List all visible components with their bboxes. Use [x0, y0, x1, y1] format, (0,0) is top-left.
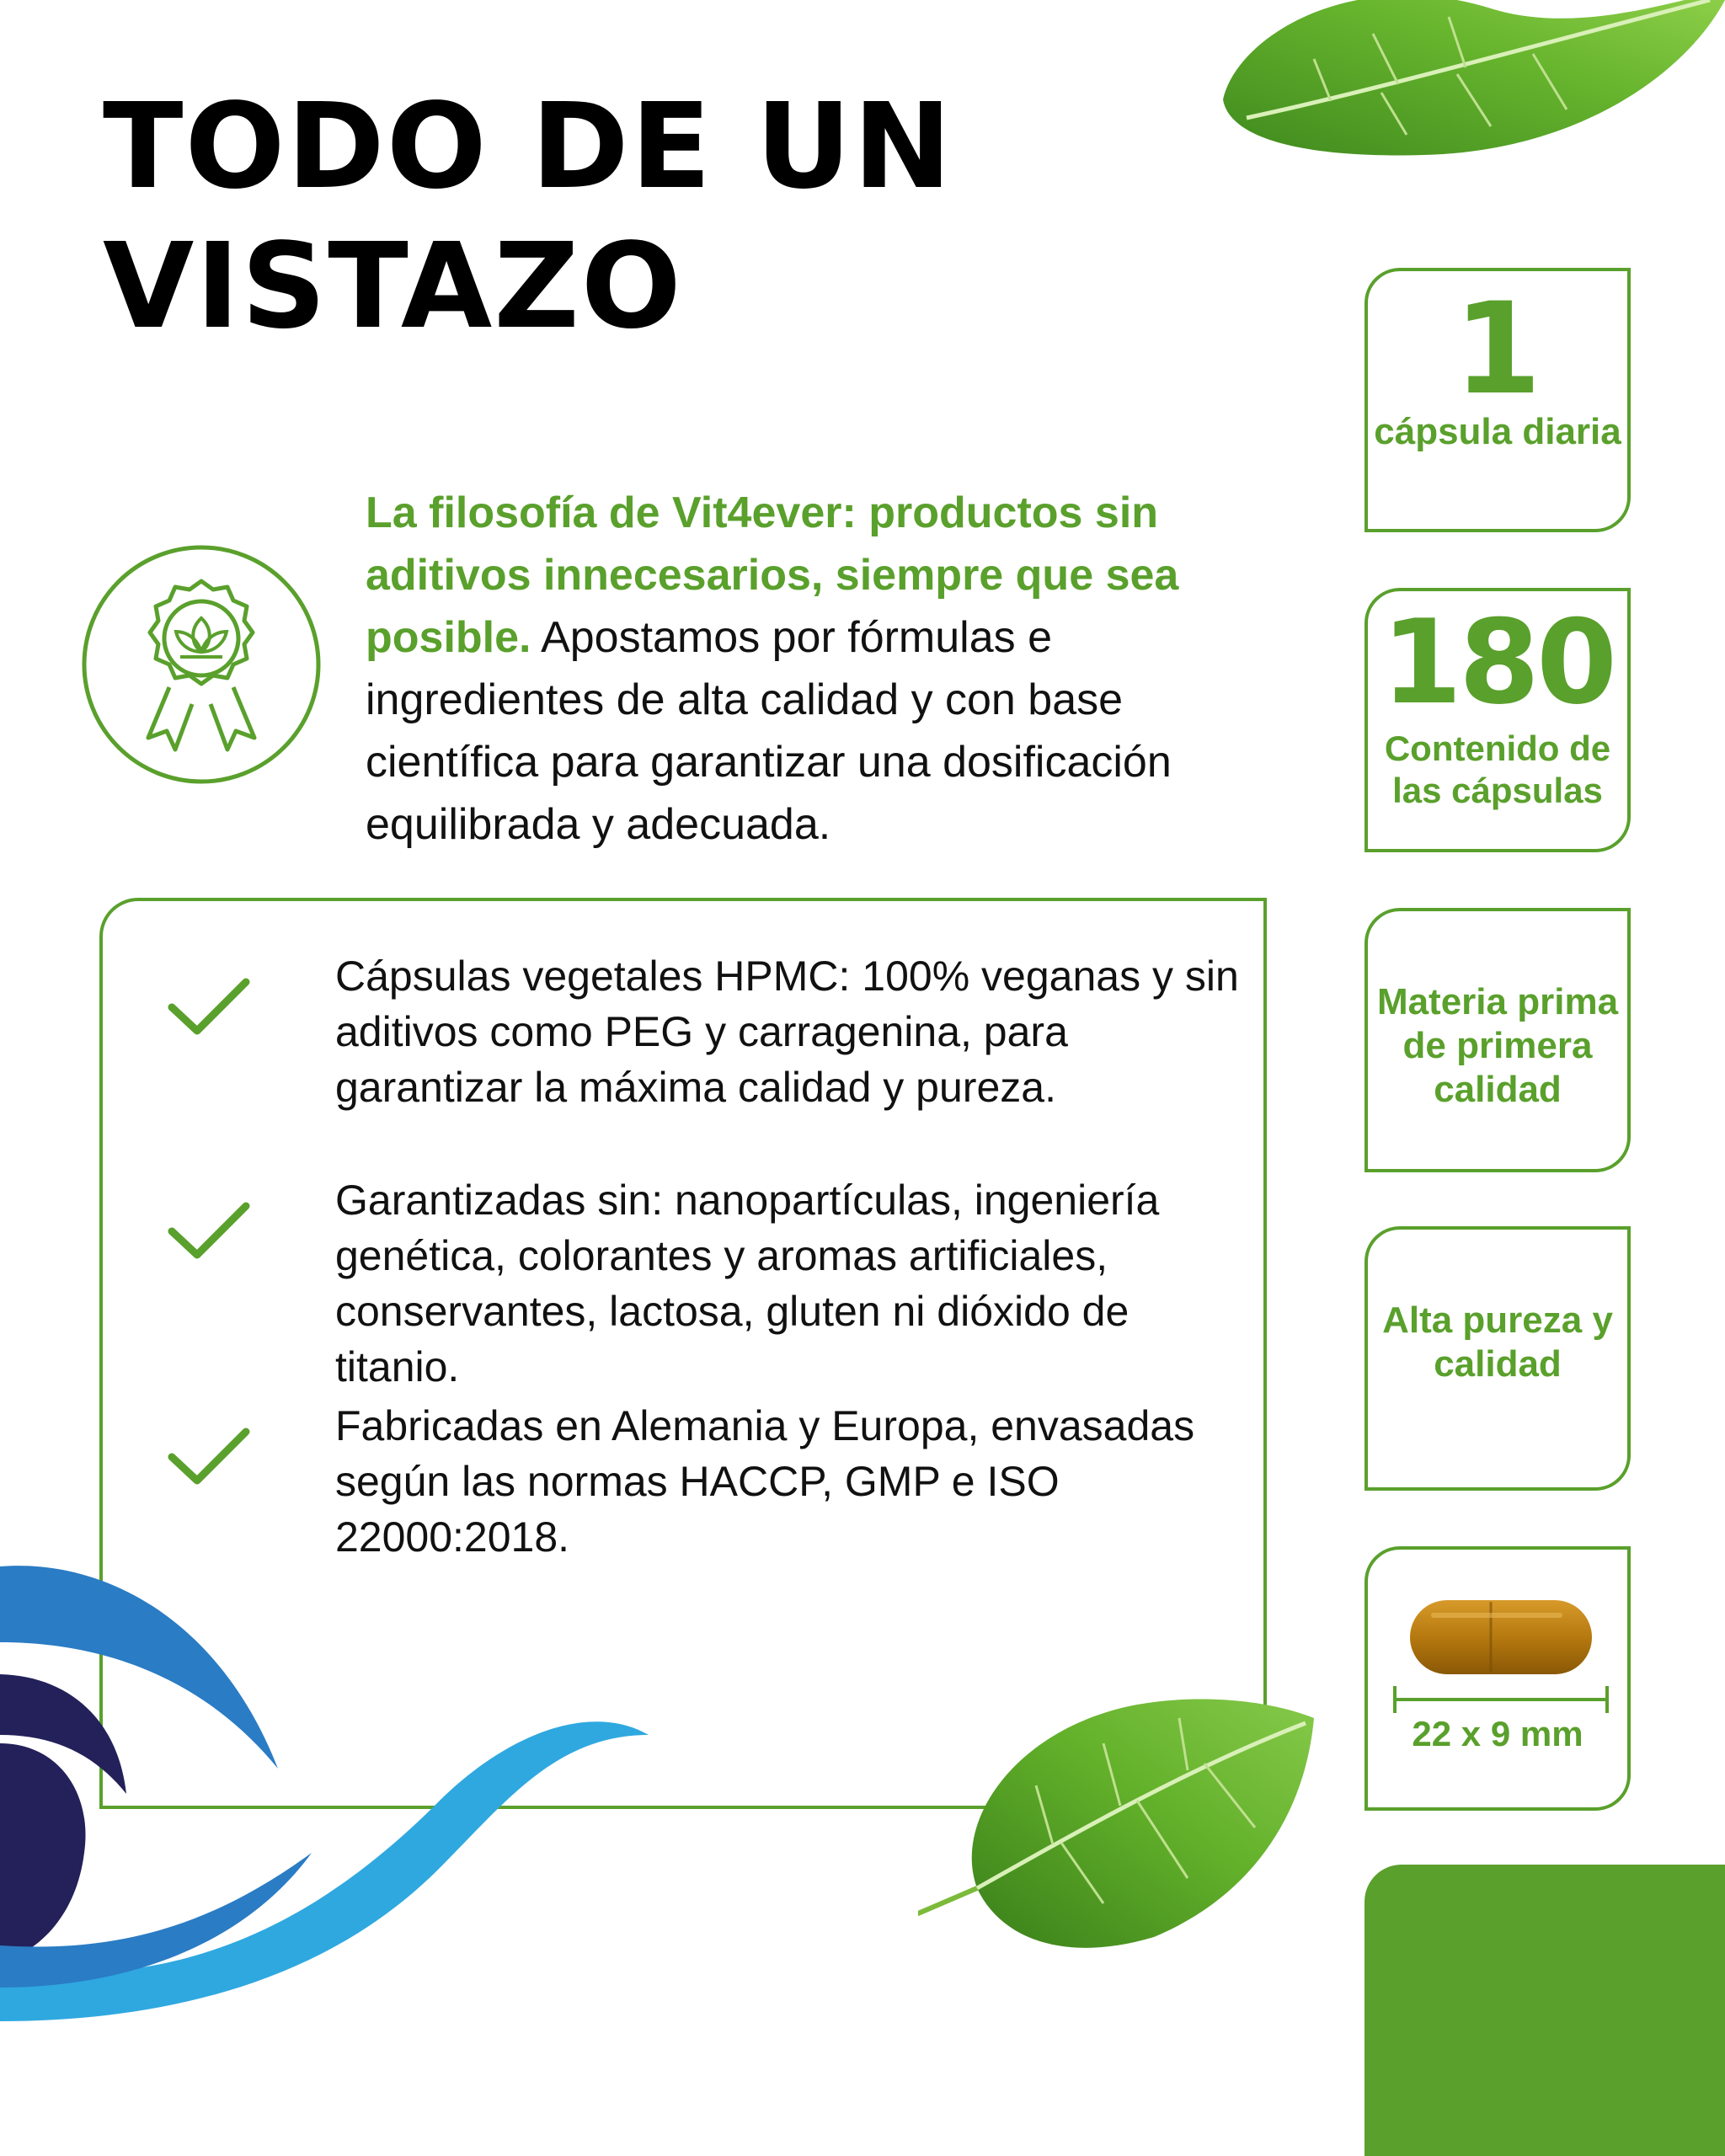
stat-number: 1 [1453, 276, 1542, 423]
stat-card-daily-dose [1365, 268, 1631, 532]
check-icon [167, 1423, 251, 1491]
leaf-icon-top [1213, 0, 1725, 168]
stat-label: Materia prima de primera calidad [1376, 981, 1619, 1110]
intro-highlight: La filosofía de Vit4ever: productos sin aditivos innecesarios, siempre que sea posible. [366, 488, 1179, 662]
stat-card-purity [1365, 1226, 1631, 1491]
stat-label: 22 x 9 mm [1412, 1714, 1583, 1753]
feature-text: Garantizadas sin: nanopartículas, ingeniería genética, colorantes y aromas artificiales, conservantes, lactosa, gluten ni dióxido de titanio. [335, 1177, 1160, 1390]
intro-body: Apostamos por fórmulas e ingredientes de alta calidad y con base científica para garantizar una dosificación equilibrada y adecuada. [366, 613, 1172, 849]
quality-badge-icon [81, 544, 322, 785]
feature-text: Fabricadas en Alemania y Europa, envasadas según las normas HACCP, GMP e ISO 22000:2018. [335, 1402, 1195, 1561]
green-accent-block [1365, 1865, 1725, 2156]
stat-label: cápsula diaria [1374, 411, 1621, 452]
stat-number: 180 [1381, 595, 1615, 730]
page-title [103, 77, 953, 357]
eye-logo-icon [0, 1550, 657, 2021]
title-line-2: VISTAZO [103, 218, 683, 355]
feature-text: Cápsulas vegetales HPMC: 100% veganas y sin aditivos como PEG y carragenina, para garantizar la máxima calidad y pureza. [335, 953, 1239, 1111]
capsule-icon [1391, 1592, 1610, 1718]
stat-label: Contenido de las cápsulas [1384, 728, 1611, 810]
stat-card-capsule-count [1365, 588, 1631, 852]
title-line-1: TODO DE UN [103, 78, 953, 216]
stat-card-raw-material [1365, 908, 1631, 1172]
stat-card-capsule-size [1365, 1546, 1631, 1811]
check-icon [167, 1198, 251, 1265]
leaf-icon-bottom [918, 1693, 1322, 1954]
intro-paragraph [366, 482, 1258, 856]
stat-label: Alta pureza y calidad [1382, 1299, 1613, 1385]
check-icon [167, 974, 251, 1041]
